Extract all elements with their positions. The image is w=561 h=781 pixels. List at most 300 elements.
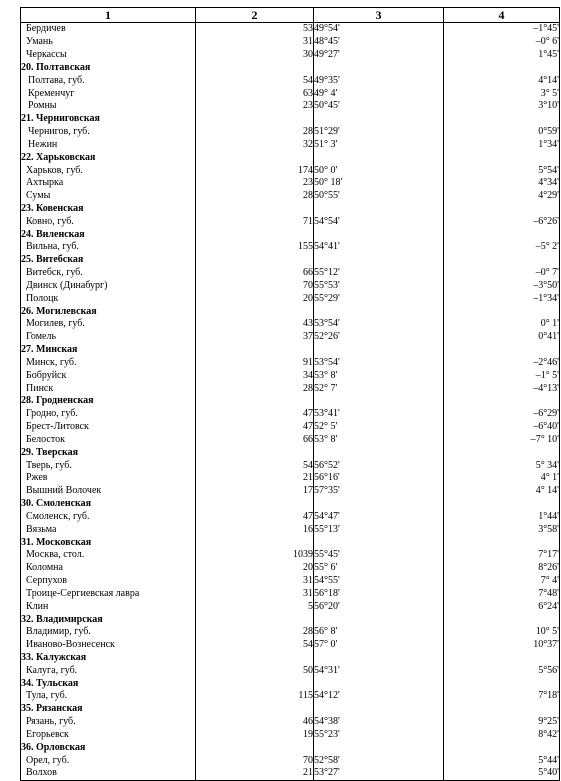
longitude-cell	[444, 228, 560, 241]
population-cell: 16	[196, 523, 314, 536]
table-row	[21, 215, 560, 228]
table-row	[21, 382, 560, 395]
longitude-cell: 5°40'	[444, 767, 560, 780]
latitude-cell: 54°54'	[314, 215, 444, 228]
name-cell: Бердичев	[21, 23, 196, 36]
latitude-cell: 52°26'	[314, 331, 444, 344]
population-cell	[196, 741, 314, 754]
table-row	[21, 331, 560, 344]
population-cell: 155	[196, 241, 314, 254]
longitude-cell: 4°29'	[444, 190, 560, 203]
name-cell: Ахтырка	[21, 177, 196, 190]
population-cell: 32	[196, 138, 314, 151]
latitude-cell	[314, 446, 444, 459]
table-row	[21, 639, 560, 652]
latitude-cell: 50° 0'	[314, 164, 444, 177]
name-cell: Двинск (Динабург)	[21, 280, 196, 293]
name-cell: Сумы	[21, 190, 196, 203]
longitude-cell: –6°26'	[444, 215, 560, 228]
data-table	[20, 7, 560, 781]
table-row	[21, 459, 560, 472]
latitude-cell	[314, 151, 444, 164]
latitude-cell: 57° 0'	[314, 639, 444, 652]
population-cell: 20	[196, 292, 314, 305]
name-cell: Ромны	[21, 100, 196, 113]
latitude-cell	[314, 395, 444, 408]
longitude-cell	[444, 254, 560, 267]
table-row	[21, 267, 560, 280]
latitude-cell: 50°45'	[314, 100, 444, 113]
longitude-cell: –1° 5'	[444, 369, 560, 382]
province-row	[21, 228, 560, 241]
latitude-cell: 55°13'	[314, 523, 444, 536]
table-row	[21, 292, 560, 305]
population-cell: 174	[196, 164, 314, 177]
population-cell: 53	[196, 23, 314, 36]
population-cell	[196, 203, 314, 216]
longitude-cell: 5°54'	[444, 164, 560, 177]
population-cell: 31	[196, 575, 314, 588]
longitude-cell: 10°37'	[444, 639, 560, 652]
name-cell: Чернигов, губ.	[21, 126, 196, 139]
name-cell: Вильна, губ.	[21, 241, 196, 254]
table-row	[21, 126, 560, 139]
population-cell	[196, 652, 314, 665]
population-cell	[196, 228, 314, 241]
longitude-cell: 6°24'	[444, 600, 560, 613]
population-cell: 66	[196, 267, 314, 280]
name-cell: 29. Тверская	[21, 446, 196, 459]
name-cell: 23. Ковенская	[21, 203, 196, 216]
name-cell: Рязань, губ.	[21, 716, 196, 729]
name-cell: Орел, губ.	[21, 754, 196, 767]
longitude-cell: 7° 4'	[444, 575, 560, 588]
population-cell: 28	[196, 190, 314, 203]
table-row	[21, 369, 560, 382]
latitude-cell: 52°58'	[314, 754, 444, 767]
latitude-cell: 50° 18'	[314, 177, 444, 190]
latitude-cell: 50°55'	[314, 190, 444, 203]
latitude-cell: 53°54'	[314, 357, 444, 370]
table-row	[21, 664, 560, 677]
population-cell: 20	[196, 562, 314, 575]
longitude-cell	[444, 344, 560, 357]
latitude-cell: 49°35'	[314, 74, 444, 87]
table-row	[21, 690, 560, 703]
name-cell: 25. Витебская	[21, 254, 196, 267]
latitude-cell: 49°27'	[314, 49, 444, 62]
name-cell: Пинск	[21, 382, 196, 395]
province-row	[21, 305, 560, 318]
table-row	[21, 241, 560, 254]
longitude-cell: 9°25'	[444, 716, 560, 729]
population-cell: 63	[196, 87, 314, 100]
province-row	[21, 677, 560, 690]
longitude-cell: 4° 14'	[444, 485, 560, 498]
table-row	[21, 408, 560, 421]
latitude-cell: 52° 5'	[314, 421, 444, 434]
latitude-cell	[314, 498, 444, 511]
latitude-cell	[314, 113, 444, 126]
name-cell: Могилев, губ.	[21, 318, 196, 331]
table-header	[21, 8, 560, 23]
population-cell	[196, 536, 314, 549]
name-cell: Гомель	[21, 331, 196, 344]
latitude-cell: 53°54'	[314, 318, 444, 331]
longitude-cell: –7° 10'	[444, 434, 560, 447]
table-row	[21, 472, 560, 485]
name-cell: Вязьма	[21, 523, 196, 536]
latitude-cell	[314, 652, 444, 665]
province-row	[21, 254, 560, 267]
header-col-1: 1	[21, 8, 196, 23]
latitude-cell: 52° 7'	[314, 382, 444, 395]
name-cell: Смоленск, губ.	[21, 510, 196, 523]
table-row	[21, 23, 560, 36]
population-cell	[196, 395, 314, 408]
longitude-cell: –2°46'	[444, 357, 560, 370]
latitude-cell: 54°31'	[314, 664, 444, 677]
name-cell: 32. Владимирская	[21, 613, 196, 626]
latitude-cell	[314, 203, 444, 216]
longitude-cell: 1°45'	[444, 49, 560, 62]
name-cell: Витебск, губ.	[21, 267, 196, 280]
population-cell: 28	[196, 382, 314, 395]
longitude-cell	[444, 703, 560, 716]
latitude-cell: 49°54'	[314, 23, 444, 36]
population-cell: 91	[196, 357, 314, 370]
longitude-cell: 0° 1'	[444, 318, 560, 331]
name-cell: Ковно, губ.	[21, 215, 196, 228]
table-row	[21, 36, 560, 49]
name-cell: Умань	[21, 36, 196, 49]
longitude-cell: –6°29'	[444, 408, 560, 421]
longitude-cell: 7°18'	[444, 690, 560, 703]
population-cell: 31	[196, 587, 314, 600]
latitude-cell: 54°41'	[314, 241, 444, 254]
latitude-cell	[314, 254, 444, 267]
province-row	[21, 151, 560, 164]
name-cell: 20. Полтавская	[21, 61, 196, 74]
table-row	[21, 485, 560, 498]
population-cell: 115	[196, 690, 314, 703]
latitude-cell	[314, 536, 444, 549]
province-row	[21, 536, 560, 549]
table-row	[21, 754, 560, 767]
name-cell: Калуга, губ.	[21, 664, 196, 677]
name-cell: Белосток	[21, 434, 196, 447]
longitude-cell: 10° 5'	[444, 626, 560, 639]
latitude-cell	[314, 305, 444, 318]
table-row	[21, 421, 560, 434]
population-cell: 50	[196, 664, 314, 677]
longitude-cell: 8°26'	[444, 562, 560, 575]
longitude-cell: –6°40'	[444, 421, 560, 434]
population-cell	[196, 498, 314, 511]
longitude-cell	[444, 741, 560, 754]
population-cell: 1039	[196, 549, 314, 562]
name-cell: Брест-Литовск	[21, 421, 196, 434]
table-row	[21, 87, 560, 100]
longitude-cell: 1°44'	[444, 510, 560, 523]
population-cell: 28	[196, 626, 314, 639]
province-row	[21, 446, 560, 459]
population-cell: 21	[196, 472, 314, 485]
longitude-cell	[444, 498, 560, 511]
population-cell	[196, 677, 314, 690]
table-row	[21, 510, 560, 523]
population-cell: 31	[196, 36, 314, 49]
province-row	[21, 203, 560, 216]
table-row	[21, 575, 560, 588]
name-cell: Полтава, губ.	[21, 74, 196, 87]
name-cell: Черкассы	[21, 49, 196, 62]
population-cell	[196, 113, 314, 126]
latitude-cell: 53°41'	[314, 408, 444, 421]
name-cell: Ржев	[21, 472, 196, 485]
population-cell: 71	[196, 215, 314, 228]
table-row	[21, 357, 560, 370]
population-cell: 47	[196, 421, 314, 434]
population-cell: 5	[196, 600, 314, 613]
latitude-cell: 55°12'	[314, 267, 444, 280]
longitude-cell: 3°10'	[444, 100, 560, 113]
header-row	[21, 8, 560, 23]
name-cell: 36. Орловская	[21, 741, 196, 754]
longitude-cell: 4°34'	[444, 177, 560, 190]
population-cell	[196, 61, 314, 74]
name-cell: Коломна	[21, 562, 196, 575]
population-cell	[196, 446, 314, 459]
longitude-cell: 5°44'	[444, 754, 560, 767]
population-cell: 54	[196, 459, 314, 472]
latitude-cell: 54°47'	[314, 510, 444, 523]
province-row	[21, 703, 560, 716]
longitude-cell	[444, 113, 560, 126]
latitude-cell: 55°29'	[314, 292, 444, 305]
table-row	[21, 549, 560, 562]
table-row	[21, 434, 560, 447]
name-cell: 24. Виленская	[21, 228, 196, 241]
latitude-cell: 55°45'	[314, 549, 444, 562]
latitude-cell: 56° 8'	[314, 626, 444, 639]
longitude-cell: –1°34'	[444, 292, 560, 305]
longitude-cell: –0° 7'	[444, 267, 560, 280]
longitude-cell	[444, 395, 560, 408]
header-col-4: 4	[444, 8, 560, 23]
latitude-cell	[314, 677, 444, 690]
latitude-cell: 54°55'	[314, 575, 444, 588]
population-cell: 46	[196, 716, 314, 729]
province-row	[21, 395, 560, 408]
table-row	[21, 767, 560, 780]
province-row	[21, 613, 560, 626]
name-cell: Серпухов	[21, 575, 196, 588]
latitude-cell	[314, 613, 444, 626]
longitude-cell	[444, 677, 560, 690]
name-cell: Кременчуг	[21, 87, 196, 100]
longitude-cell: 5°56'	[444, 664, 560, 677]
longitude-cell	[444, 652, 560, 665]
name-cell: Тверь, губ.	[21, 459, 196, 472]
longitude-cell	[444, 446, 560, 459]
table-row	[21, 74, 560, 87]
population-cell: 66	[196, 434, 314, 447]
table-row	[21, 280, 560, 293]
table-row	[21, 587, 560, 600]
table-row	[21, 100, 560, 113]
name-cell: 31. Московская	[21, 536, 196, 549]
name-cell: Полоцк	[21, 292, 196, 305]
population-cell	[196, 703, 314, 716]
latitude-cell: 56°16'	[314, 472, 444, 485]
header-col-3: 3	[314, 8, 444, 23]
population-cell: 28	[196, 126, 314, 139]
name-cell: Троице-Сергиевская лавра	[21, 587, 196, 600]
header-col-2: 2	[196, 8, 314, 23]
province-row	[21, 61, 560, 74]
longitude-cell: 1°34'	[444, 138, 560, 151]
longitude-cell: –5° 2'	[444, 241, 560, 254]
population-cell: 21	[196, 767, 314, 780]
longitude-cell: –0° 6'	[444, 36, 560, 49]
longitude-cell	[444, 61, 560, 74]
population-cell: 23	[196, 100, 314, 113]
population-cell: 17	[196, 485, 314, 498]
name-cell: Вышний Волочек	[21, 485, 196, 498]
name-cell: 27. Минская	[21, 344, 196, 357]
name-cell: Егорьевск	[21, 729, 196, 742]
population-cell: 47	[196, 510, 314, 523]
latitude-cell: 53°27'	[314, 767, 444, 780]
population-cell: 37	[196, 331, 314, 344]
name-cell: Тула, губ.	[21, 690, 196, 703]
table-body	[21, 23, 560, 781]
table-row	[21, 164, 560, 177]
latitude-cell: 57°35'	[314, 485, 444, 498]
longitude-cell	[444, 203, 560, 216]
longitude-cell: 8°42'	[444, 729, 560, 742]
table-row	[21, 523, 560, 536]
latitude-cell: 48°45'	[314, 36, 444, 49]
table-row	[21, 190, 560, 203]
longitude-cell: 7°48'	[444, 587, 560, 600]
latitude-cell: 51°29'	[314, 126, 444, 139]
name-cell: Владимир, губ.	[21, 626, 196, 639]
latitude-cell: 53° 8'	[314, 369, 444, 382]
population-cell: 23	[196, 177, 314, 190]
table-row	[21, 600, 560, 613]
population-cell	[196, 613, 314, 626]
population-cell: 70	[196, 754, 314, 767]
longitude-cell: 5° 34'	[444, 459, 560, 472]
population-cell: 70	[196, 280, 314, 293]
province-row	[21, 498, 560, 511]
longitude-cell: 3° 5'	[444, 87, 560, 100]
longitude-cell: –1°45'	[444, 23, 560, 36]
longitude-cell	[444, 536, 560, 549]
latitude-cell: 54°12'	[314, 690, 444, 703]
latitude-cell: 51° 3'	[314, 138, 444, 151]
table-row	[21, 729, 560, 742]
population-cell: 34	[196, 369, 314, 382]
longitude-cell	[444, 151, 560, 164]
name-cell: Нежин	[21, 138, 196, 151]
table-row	[21, 49, 560, 62]
longitude-cell: –4°13'	[444, 382, 560, 395]
latitude-cell: 49° 4'	[314, 87, 444, 100]
name-cell: Иваново-Вознесенск	[21, 639, 196, 652]
name-cell: Волхов	[21, 767, 196, 780]
table-row	[21, 716, 560, 729]
latitude-cell: 55°53'	[314, 280, 444, 293]
longitude-cell	[444, 305, 560, 318]
name-cell: 26. Могилевская	[21, 305, 196, 318]
name-cell: Клин	[21, 600, 196, 613]
population-cell	[196, 305, 314, 318]
name-cell: Бобруйск	[21, 369, 196, 382]
latitude-cell: 56°18'	[314, 587, 444, 600]
name-cell: 34. Тульская	[21, 677, 196, 690]
latitude-cell	[314, 741, 444, 754]
longitude-cell: 3°58'	[444, 523, 560, 536]
name-cell: Гродно, губ.	[21, 408, 196, 421]
name-cell: 22. Харьковская	[21, 151, 196, 164]
name-cell: 30. Смоленская	[21, 498, 196, 511]
longitude-cell: 4° 1'	[444, 472, 560, 485]
longitude-cell	[444, 613, 560, 626]
population-cell	[196, 254, 314, 267]
latitude-cell	[314, 703, 444, 716]
latitude-cell: 54°38'	[314, 716, 444, 729]
table-row	[21, 562, 560, 575]
longitude-cell: 0°41'	[444, 331, 560, 344]
population-cell	[196, 344, 314, 357]
table-row	[21, 138, 560, 151]
longitude-cell: –3°50'	[444, 280, 560, 293]
population-cell: 43	[196, 318, 314, 331]
table-row	[21, 177, 560, 190]
population-cell: 54	[196, 639, 314, 652]
table-row	[21, 626, 560, 639]
name-cell: Минск, губ.	[21, 357, 196, 370]
latitude-cell	[314, 228, 444, 241]
longitude-cell: 7°17'	[444, 549, 560, 562]
longitude-cell: 0°59'	[444, 126, 560, 139]
latitude-cell: 55°23'	[314, 729, 444, 742]
name-cell: 28. Гродненская	[21, 395, 196, 408]
latitude-cell: 56°52'	[314, 459, 444, 472]
province-row	[21, 741, 560, 754]
population-cell	[196, 151, 314, 164]
province-row	[21, 113, 560, 126]
name-cell: Москва, стол.	[21, 549, 196, 562]
province-row	[21, 344, 560, 357]
latitude-cell	[314, 344, 444, 357]
latitude-cell: 55° 6'	[314, 562, 444, 575]
name-cell: 35. Рязанская	[21, 703, 196, 716]
latitude-cell: 56°20'	[314, 600, 444, 613]
province-row	[21, 652, 560, 665]
longitude-cell: 4°14'	[444, 74, 560, 87]
latitude-cell	[314, 61, 444, 74]
name-cell: Харьков, губ.	[21, 164, 196, 177]
table-row	[21, 318, 560, 331]
population-cell: 47	[196, 408, 314, 421]
population-cell: 54	[196, 74, 314, 87]
name-cell: 21. Черниговская	[21, 113, 196, 126]
population-cell: 19	[196, 729, 314, 742]
